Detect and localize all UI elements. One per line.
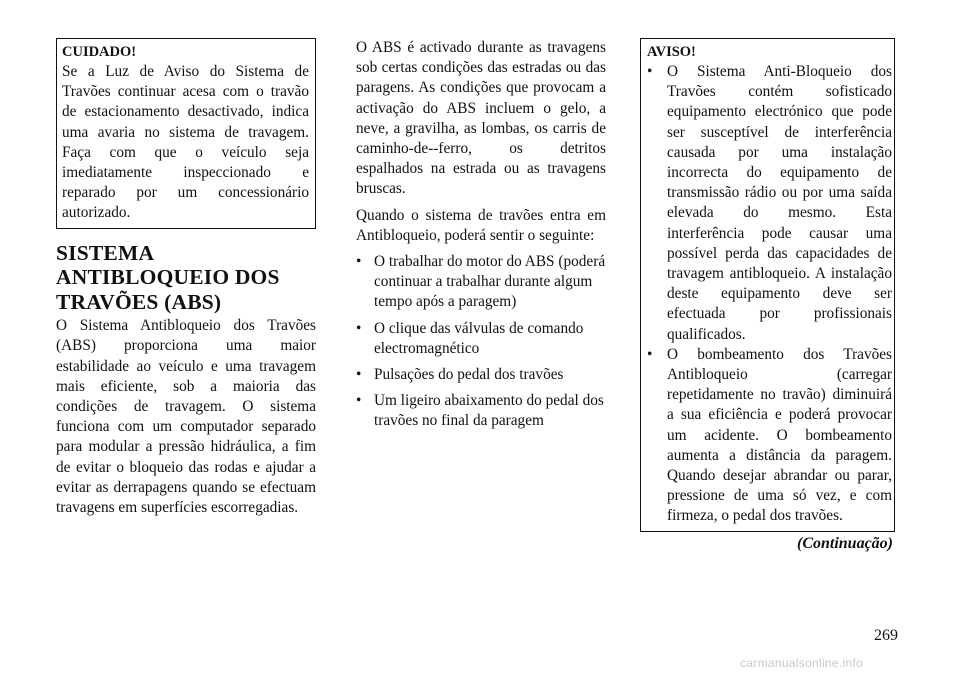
bullet-icon: • [356, 392, 362, 410]
abs-feel-paragraph: Quando o sistema de travões entra em Antibloqueio, poderá sentir o seguinte: [356, 206, 606, 244]
list-item-text: O clique das válvulas de comando electromagnético [374, 319, 584, 357]
left-column [56, 38, 316, 518]
list-item-text: Pulsações do pedal dos travões [374, 366, 564, 384]
list-item-text: O trabalhar do motor do ABS (poderá continuar a trabalhar durante algum tempo após a paragem) [374, 253, 606, 311]
list-item-text: O Sistema Anti-Bloqueio dos Travões contém sofisticado equipamento electrónico que pode ser susceptível de interferência causada por uma instalação incorrecta do equipamento de transmissão rádio ou por uma saída elevada do mesmo. Esta interferência pode causar uma possível perda das capacidades de travagem antibloqueio. A instalação deste equipamento deve ser efectuada por profissionais qualificados. [667, 63, 892, 343]
abs-intro-paragraph: O Sistema Antibloqueio dos Travões (ABS) proporciona uma maior estabilidade ao veículo e uma travagem mais eficiente, sob a maioria das condições de travagem. O sistema funciona com um computador separado para modular a pressão hidráulica, a fim de evitar o bloqueio das rodas e ajudar a evitar as derrapagens quando se efectuam travagens em superfícies escorregadias. [56, 317, 316, 516]
list-item [356, 365, 606, 385]
bullet-icon: • [647, 345, 653, 363]
caution-heading: CUIDADO! [62, 44, 137, 60]
warning-box [640, 38, 895, 532]
section-title: SISTEMA ANTIBLOQUEIO DOS TRAVÕES (ABS) [56, 240, 280, 314]
bullet-icon: • [356, 366, 362, 384]
list-item [356, 391, 606, 431]
bullet-icon: • [356, 253, 362, 271]
list-item [356, 319, 606, 359]
continuation-label: (Continuação) [796, 534, 893, 552]
bullet-icon: • [647, 63, 653, 80]
abs-symptom-list [356, 252, 606, 432]
caution-box [56, 38, 316, 229]
right-column [640, 38, 895, 554]
middle-column [356, 38, 606, 438]
list-item [647, 345, 892, 527]
warning-list [647, 62, 892, 527]
abs-activation-paragraph: O ABS é activado durante as travagens sob certas condições das estradas ou das paragens. As condições que provocam a activação do ABS incluem o gelo, a neve, a gravilha, as lombas, os carris de caminho-de--ferro, os detritos espalhados na estrada ou as travagens bruscas. [356, 39, 606, 198]
page-number: 269 [874, 627, 898, 644]
list-item [356, 252, 606, 313]
bullet-icon: • [356, 319, 362, 337]
warning-heading: AVISO! [647, 44, 696, 60]
list-item [647, 62, 892, 345]
watermark: carmanualsonline.info [740, 656, 864, 670]
list-item-text: O bombeamento dos Travões Antibloqueio (carregar repetidamente no travão) diminuirá a sua eficiência e poderá provocar um acidente. O bombeamento aumenta a distância da paragem. Quando desejar abrandar ou parar, pressione de uma só vez, e com firmeza, o pedal dos travões. [667, 345, 892, 525]
list-item-text: Um ligeiro abaixamento do pedal dos travões no final da paragem [374, 392, 604, 430]
caution-text: Se a Luz de Aviso do Sistema de Travões continuar acesa com o travão de estacionamento desactivado, indica uma avaria no sistema de travagem. Faça com que o veículo seja imediatamente inspeccionado e reparado por um concessionário autorizado. [62, 63, 309, 222]
